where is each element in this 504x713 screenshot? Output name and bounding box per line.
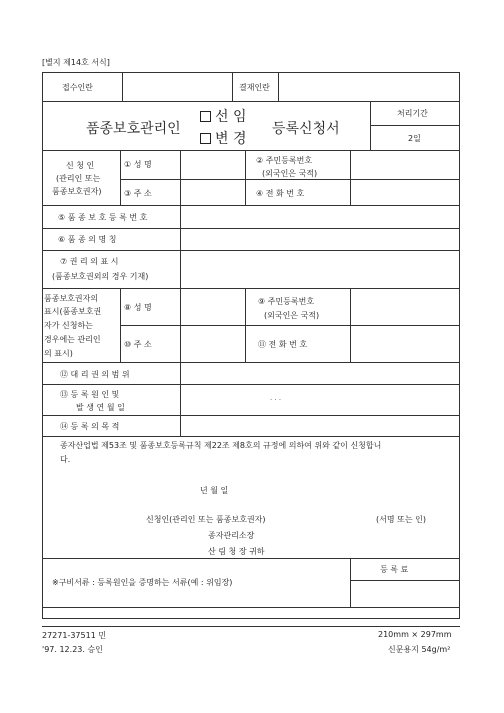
holder-label-2: 표시(품종보호권	[44, 307, 102, 316]
processing-label: 처리기간	[397, 109, 428, 118]
applicant-phone-field[interactable]	[353, 181, 458, 204]
signer-label: 신청인(관리인 또는 품종보호권자)	[146, 515, 266, 524]
variety-name-label: ⑥ 품 종 의 명 칭	[58, 235, 117, 244]
processing-value: 2일	[408, 134, 421, 143]
attachments-note: ※구비서류 : 등록원인을 증명하는 서류(예 : 위임장)	[52, 578, 233, 587]
applicant-label-3: 품종보호권자)	[52, 187, 102, 196]
fee-field[interactable]	[353, 582, 458, 605]
cause-label-1: ⑬ 등 록 원 인 및	[60, 390, 120, 399]
paper-type: 신문용지 54g/m²	[388, 645, 451, 654]
holder-label-3: 자가 신청하는	[44, 321, 93, 330]
applicant-resident-note: (외국인은 국적)	[262, 169, 318, 178]
variety-no-label: ⑤ 품 종 보 호 등 록 번 호	[58, 213, 148, 222]
holder-resident-field[interactable]	[353, 290, 458, 323]
variety-no-field[interactable]	[183, 207, 458, 226]
applicant-label-1: 신 청 인	[66, 161, 95, 170]
holder-phone-field[interactable]	[353, 327, 458, 360]
agent-scope-label: ⑫ 대 리 권 의 범 위	[60, 370, 130, 379]
cause-date-dots: · · ·	[270, 396, 282, 404]
agent-scope-field[interactable]	[183, 364, 458, 382]
form-label: [별지 제14호 서식]	[42, 58, 110, 67]
rights-display-field[interactable]	[183, 252, 458, 286]
approval-label: 결재인란	[239, 83, 270, 92]
applicant-resident-label: ② 주민등록번호	[256, 156, 313, 165]
title-suffix: 등록신청서	[272, 121, 340, 137]
holder-phone-label: ⑪ 전 화 번 호	[258, 340, 308, 349]
variety-name-field[interactable]	[183, 230, 458, 248]
statement-text-2: 다.	[60, 455, 71, 464]
paper-size: 210mm × 297mm	[378, 630, 452, 639]
holder-name-field[interactable]	[183, 290, 243, 323]
receipt-label: 접수인란	[62, 83, 93, 92]
holder-label-1: 품종보호권자의	[44, 294, 99, 303]
applicant-address-field[interactable]	[183, 181, 243, 204]
applicant-name-field[interactable]	[183, 151, 243, 177]
recipient-1: 종자관리소장	[208, 531, 255, 540]
cause-field[interactable]	[183, 386, 458, 413]
purpose-field[interactable]	[183, 417, 458, 434]
fee-label: 등 록 료	[380, 565, 409, 574]
approval-date: '97. 12.23. 승인	[42, 645, 103, 654]
applicant-resident-field[interactable]	[353, 151, 458, 177]
holder-address-label: ⑩ 주 소	[124, 340, 152, 349]
applicant-address-label: ③ 주 소	[124, 189, 152, 198]
recipient-2: 산 림 청 장 귀하	[208, 547, 265, 556]
signature-label: (서명 또는 인)	[376, 515, 426, 524]
holder-name-label: ⑧ 성 명	[124, 303, 152, 312]
title-main: 품종보호관리인	[86, 121, 181, 137]
statement-text-1: 종자산업법 제53조 및 품종보호등록규칙 제22조 제8호의 규정에 의하여 위와 같이 신청합니	[60, 441, 382, 450]
form-number: 27271-37511 민	[42, 631, 107, 640]
option-change: 변 경	[200, 128, 247, 148]
statement-date: 년 월 일	[200, 486, 229, 495]
holder-address-field[interactable]	[183, 327, 243, 360]
applicant-label-2: (관리인 또는	[56, 174, 101, 183]
holder-label-5: 의 표시)	[44, 349, 73, 358]
holder-resident-label: ⑨ 주민등록번호	[258, 297, 315, 306]
holder-resident-note: (외국인은 국적)	[264, 311, 320, 320]
cause-label-2: 발 생 연 월 일	[76, 403, 125, 412]
appoint-checkbox[interactable]	[200, 111, 211, 122]
option-appoint: 선 임	[200, 106, 247, 126]
applicant-name-label: ① 성 명	[124, 160, 152, 169]
purpose-label: ⑭ 등 록 의 목 적	[60, 422, 120, 431]
holder-label-4: 경우에는 관리인	[44, 335, 101, 344]
applicant-phone-label: ④ 전 화 번 호	[256, 189, 305, 198]
change-checkbox[interactable]	[200, 133, 211, 144]
rights-display-note: (품종보호권외의 경우 기재)	[52, 272, 149, 281]
rights-display-label: ⑦ 권 리 의 표 시	[60, 257, 119, 266]
